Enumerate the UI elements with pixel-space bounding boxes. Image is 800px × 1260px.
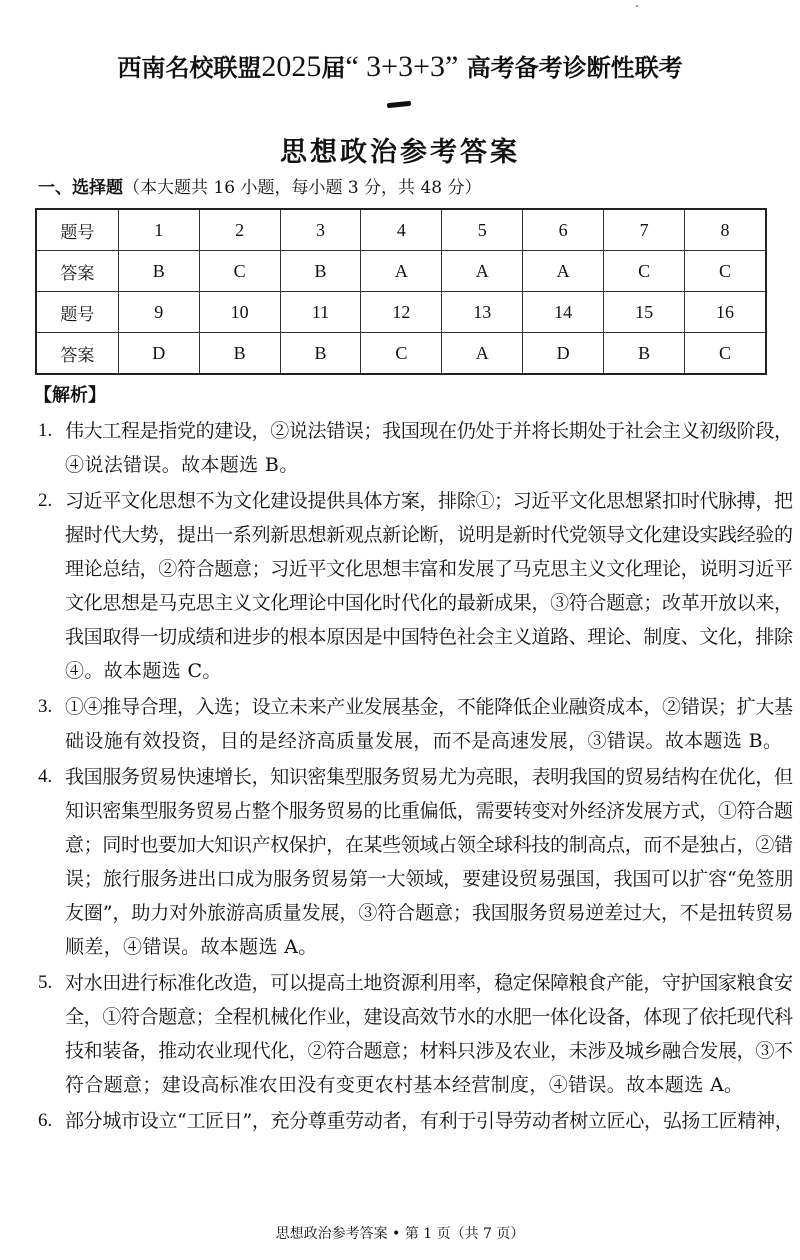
- cell-answer: B: [280, 333, 361, 375]
- table-row-answer: [36, 333, 766, 375]
- analysis-item: [38, 966, 793, 1102]
- item-text-line: 我国取得一切成绩和进步的根本原因是中国特色社会主义道路、理论、制度、文化，排除: [65, 626, 793, 648]
- analysis-item: [38, 484, 793, 688]
- section-heading: [38, 173, 482, 198]
- item-number: 4.: [38, 766, 53, 787]
- cell-answer: C: [604, 251, 685, 292]
- title-part3: 高考备考诊断性联考: [466, 53, 683, 82]
- cell-number: 1: [118, 209, 199, 251]
- analysis-item: [38, 1104, 794, 1138]
- item-number: 6.: [38, 1110, 53, 1131]
- analysis-heading: 【解析】: [34, 385, 106, 406]
- analysis-item: [38, 414, 793, 482]
- cell-number: 5: [442, 209, 523, 251]
- item-text-line: 误；旅行服务进出口成为服务贸易第一大领域，要建设贸易强国，我国可以扩容“免签朋: [65, 868, 794, 890]
- table-row-number: [36, 209, 766, 251]
- item-text-line: 知识密集型服务贸易占整个服务贸易的比重偏低，需要转变对外经济发展方式，①符合题: [65, 800, 793, 822]
- item-text-line: 顺差，④错误。故本题选 A。: [65, 936, 318, 958]
- title-year: 2025: [261, 50, 322, 83]
- cell-answer: B: [280, 251, 361, 292]
- analysis-list: [38, 414, 794, 1140]
- cell-number: 13: [442, 292, 523, 333]
- cell-answer: C: [685, 251, 766, 292]
- row-label-answer: 答案: [36, 333, 118, 375]
- item-text-line: 文化思想是马克思主义文化理论中国化时代化的最新成果，③符合题意；改革开放以来，: [65, 592, 793, 614]
- item-text-line: 技和装备，推动农业现代化，②符合题意；材料只涉及农业，未涉及城乡融合发展，③不: [65, 1040, 793, 1062]
- row-label-number: 题号: [36, 209, 118, 251]
- cell-answer: C: [361, 333, 442, 375]
- scan-speck: [636, 5, 638, 7]
- item-number: 3.: [38, 696, 53, 717]
- cell-number: 8: [685, 209, 766, 251]
- analysis-item: [38, 690, 793, 758]
- cell-answer: A: [442, 333, 523, 375]
- item-text-line: ①④推导合理，入选；设立未来产业发展基金，不能降低企业融资成本，②错误；扩大基: [65, 696, 793, 718]
- cell-number: 14: [523, 292, 604, 333]
- cell-answer: C: [685, 333, 766, 375]
- item-text-line: 部分城市设立“工匠日”，充分尊重劳动者，有利于引导劳动者树立匠心，弘扬工匠精神，: [65, 1110, 794, 1132]
- item-number: 2.: [38, 490, 53, 511]
- item-text-line: 我国服务贸易快速增长，知识密集型服务贸易尤为亮眼，表明我国的贸易结构在优化，但: [65, 766, 793, 788]
- section-note: （本大题共 16 小题，每小题 3 分，共 48 分）: [123, 178, 482, 198]
- title-quote: “ 3+3+3”: [345, 50, 459, 83]
- row-label-answer: 答案: [36, 251, 118, 292]
- cell-number: 10: [199, 292, 280, 333]
- item-text-line: ④说法错误。故本题选 B。: [65, 454, 299, 476]
- cell-number: 9: [118, 292, 199, 333]
- title-dash: [387, 101, 411, 108]
- cell-answer: B: [199, 333, 280, 375]
- row-label-number: 题号: [36, 292, 118, 333]
- cell-answer: D: [523, 333, 604, 375]
- table-row-answer: [36, 251, 766, 292]
- cell-answer: C: [199, 251, 280, 292]
- title-part1: 西南名校联盟: [117, 53, 262, 82]
- item-text-line: 习近平文化思想不为文化建设提供具体方案，排除①；习近平文化思想紧扣时代脉搏，把: [65, 490, 793, 512]
- cell-number: 12: [361, 292, 442, 333]
- item-text-line: 意；同时也要加大知识产权保护，在某些领域占领全球科技的制高点，而不是独占，②错: [65, 834, 793, 856]
- item-text-line: 础设施有效投资，目的是经济高质量发展，而不是高速发展，③错误。故本题选 B。: [65, 730, 783, 752]
- answer-table: [35, 208, 767, 375]
- cell-number: 3: [280, 209, 361, 251]
- page-footer: 思想政治参考答案 • 第 1 页（共 7 页）: [275, 1226, 525, 1242]
- item-text-line: 理论总结，②符合题意；习近平文化思想丰富和发展了马克思主义文化理论，说明习近平: [65, 558, 793, 580]
- item-number: 5.: [38, 972, 53, 993]
- document-subtitle: 思想政治参考答案: [280, 137, 520, 168]
- item-text-line: 全，①符合题意；全程机械化作业，建设高效节水的水肥一体化设备，体现了依托现代科: [65, 1006, 793, 1028]
- cell-number: 2: [199, 209, 280, 251]
- title-part2: 届: [321, 53, 346, 82]
- analysis-item: [38, 760, 794, 964]
- table-row-number: [36, 292, 766, 333]
- item-text-line: 符合题意；建设高标准农田没有变更农村基本经营制度，④错误。故本题选 A。: [65, 1074, 744, 1096]
- cell-answer: B: [118, 251, 199, 292]
- cell-number: 6: [523, 209, 604, 251]
- cell-answer: B: [604, 333, 685, 375]
- item-text-line: 友圈”，助力对外旅游高质量发展，③符合题意；我国服务贸易逆差过大，不是扭转贸易: [65, 902, 794, 924]
- item-number: 1.: [38, 420, 53, 441]
- item-text-line: 握时代大势，提出一系列新思想新观点新论断，说明是新时代党领导文化建设实践经验的: [65, 524, 793, 546]
- cell-number: 4: [361, 209, 442, 251]
- section-head: 一、选择题: [38, 178, 123, 198]
- cell-answer: A: [523, 251, 604, 292]
- document-title: [0, 48, 800, 84]
- cell-answer: A: [442, 251, 523, 292]
- cell-answer: A: [361, 251, 442, 292]
- cell-number: 15: [604, 292, 685, 333]
- item-text-line: ④。故本题选 C。: [65, 660, 222, 682]
- cell-number: 7: [604, 209, 685, 251]
- item-text-line: 对水田进行标准化改造，可以提高土地资源利用率，稳定保障粮食产能，守护国家粮食安: [65, 972, 793, 994]
- item-text-line: 伟大工程是指党的建设，②说法错误；我国现在仍处于并将长期处于社会主义初级阶段，: [65, 420, 793, 442]
- cell-number: 16: [685, 292, 766, 333]
- cell-answer: D: [118, 333, 199, 375]
- cell-number: 11: [280, 292, 361, 333]
